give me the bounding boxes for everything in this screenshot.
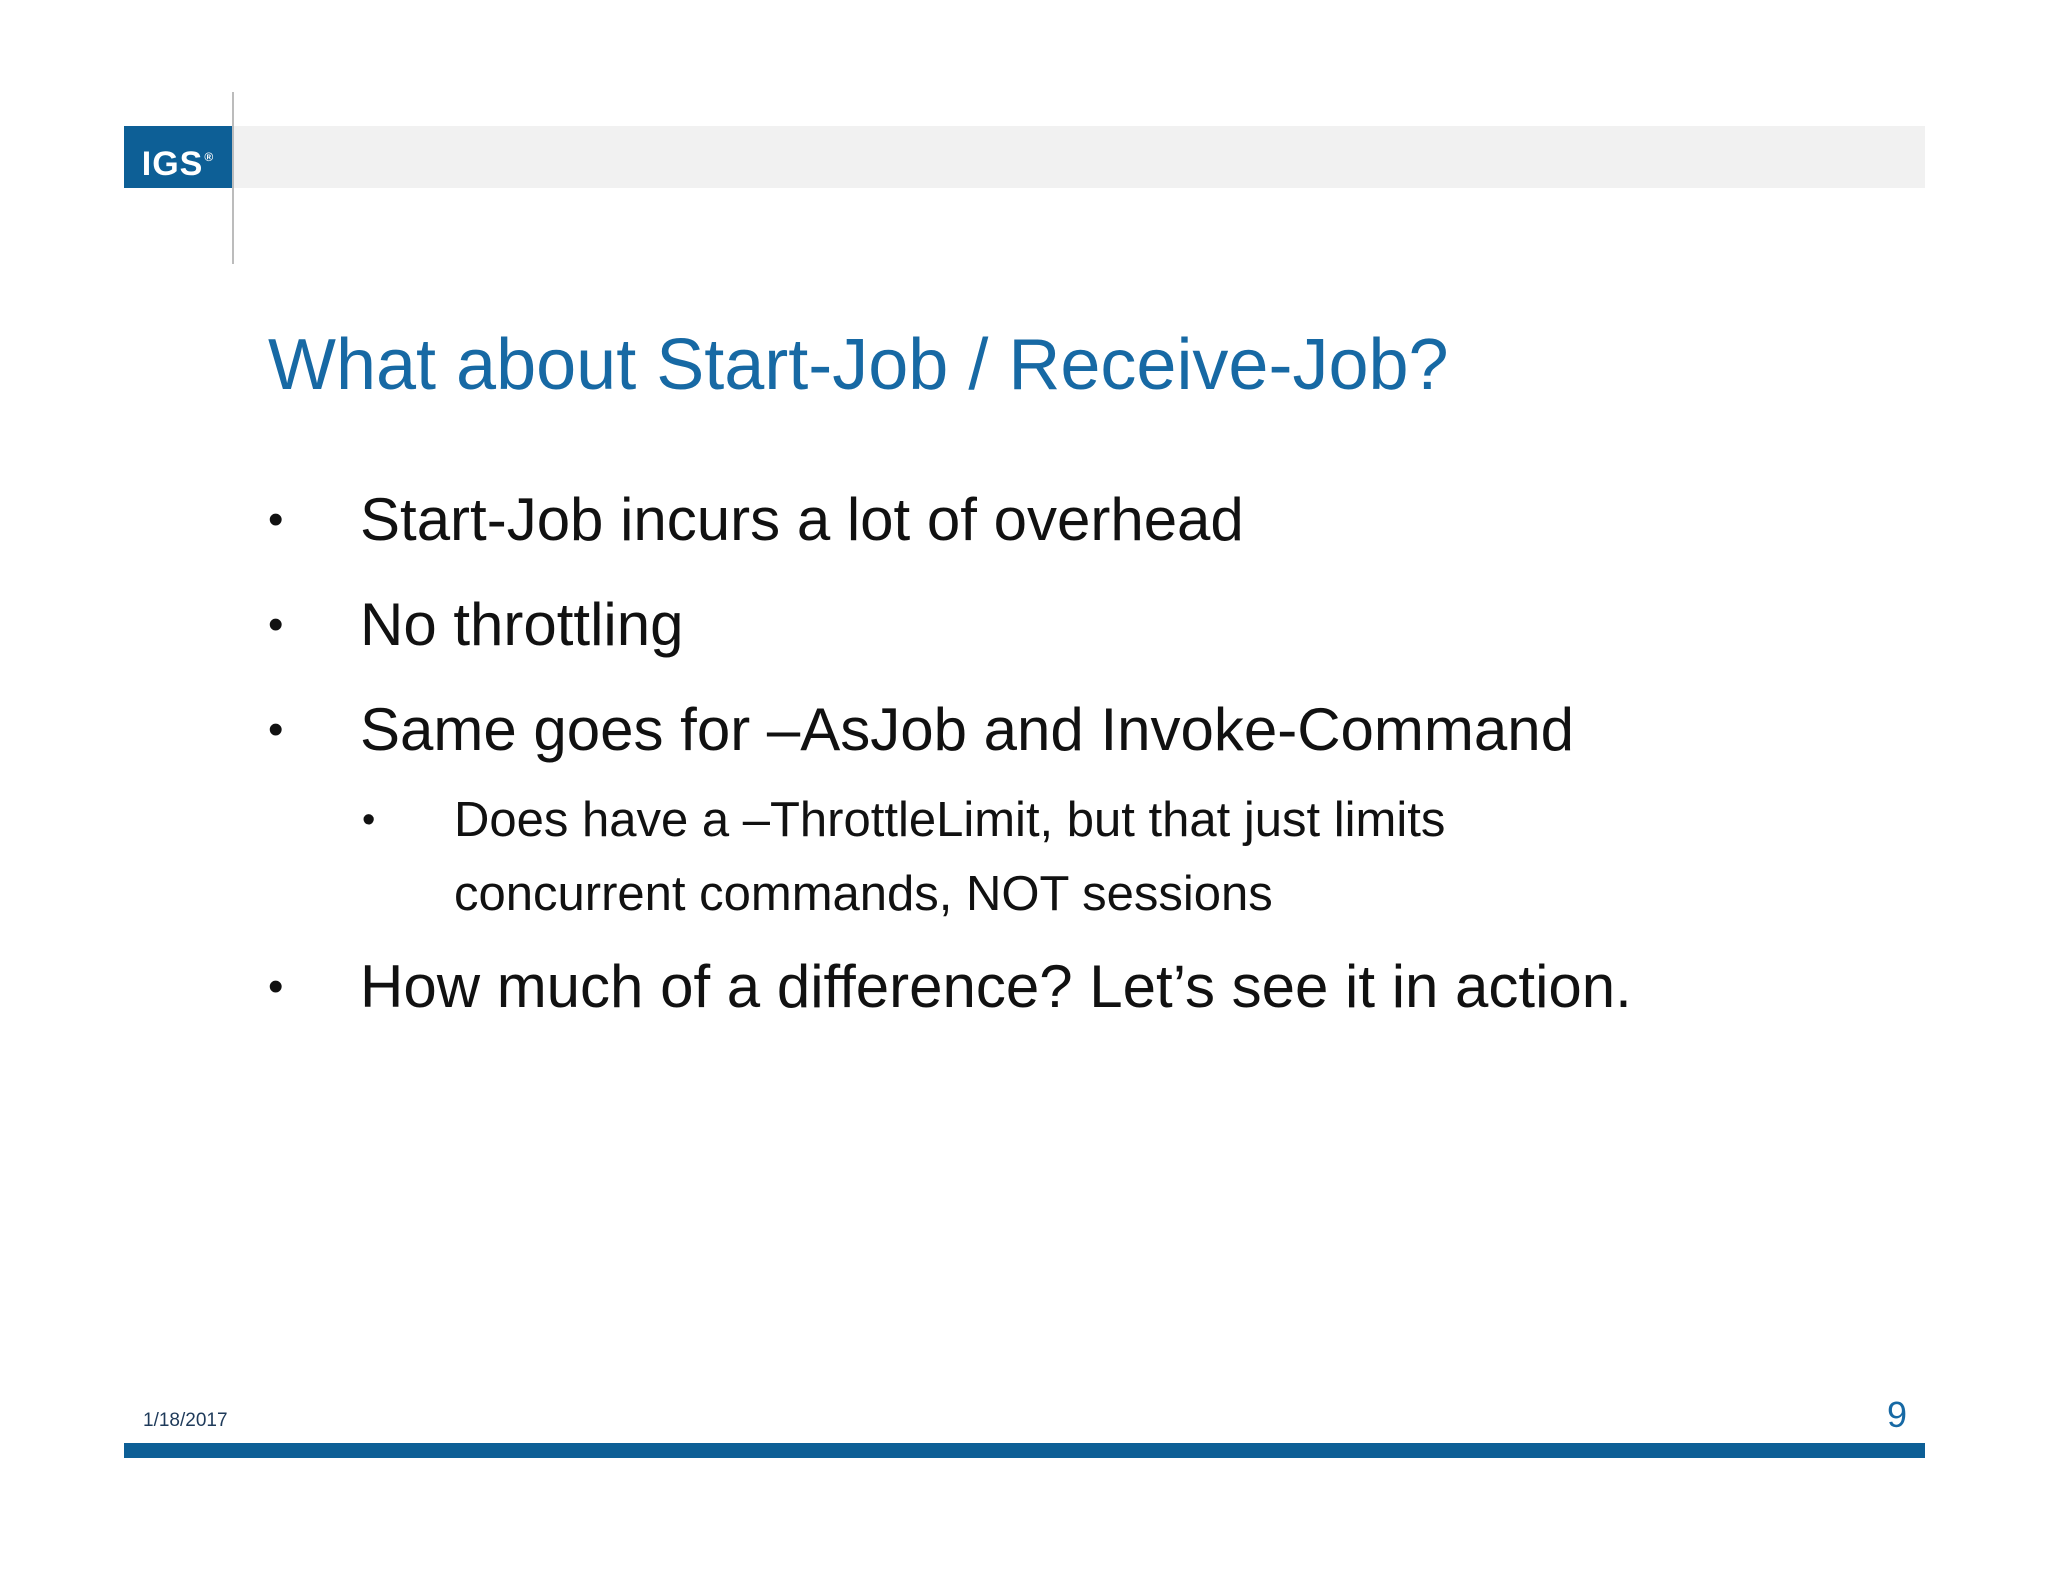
header-band bbox=[233, 126, 1925, 188]
bullet-text: Same goes for –AsJob and Invoke-Command bbox=[360, 696, 1574, 763]
page-number: 9 bbox=[1886, 1394, 1907, 1435]
bullet-list bbox=[268, 476, 1868, 1048]
bullet-dot: • bbox=[268, 495, 284, 544]
bullet-item bbox=[268, 581, 1868, 669]
logo-text: IGS bbox=[141, 145, 204, 183]
footer-bar bbox=[124, 1443, 1925, 1458]
bullet-text: No throttling bbox=[360, 591, 684, 658]
footer-date: 1/18/2017 bbox=[143, 1410, 228, 1431]
bullet-text: Start-Job incurs a lot of overhead bbox=[360, 486, 1244, 553]
bullet-dot: • bbox=[268, 705, 284, 754]
bullet-item bbox=[268, 686, 1868, 774]
sub-bullet-line-2: concurrent commands, NOT sessions bbox=[454, 867, 1273, 921]
slide-title: What about Start-Job / Receive-Job? bbox=[268, 325, 1449, 405]
header-divider bbox=[232, 92, 234, 264]
logo-registered-mark: ® bbox=[204, 150, 215, 164]
bullet-item bbox=[268, 476, 1868, 564]
sub-bullet-line-1: Does have a –ThrottleLimit, but that just limits bbox=[454, 793, 1446, 847]
sub-bullet-dot: • bbox=[362, 799, 376, 841]
sub-bullet-item bbox=[268, 783, 1868, 931]
igs-logo bbox=[124, 126, 232, 188]
bullet-dot: • bbox=[268, 600, 284, 649]
bullet-item bbox=[268, 943, 1868, 1031]
bullet-dot: • bbox=[268, 962, 284, 1011]
bullet-text: How much of a difference? Let’s see it in action. bbox=[360, 953, 1632, 1020]
